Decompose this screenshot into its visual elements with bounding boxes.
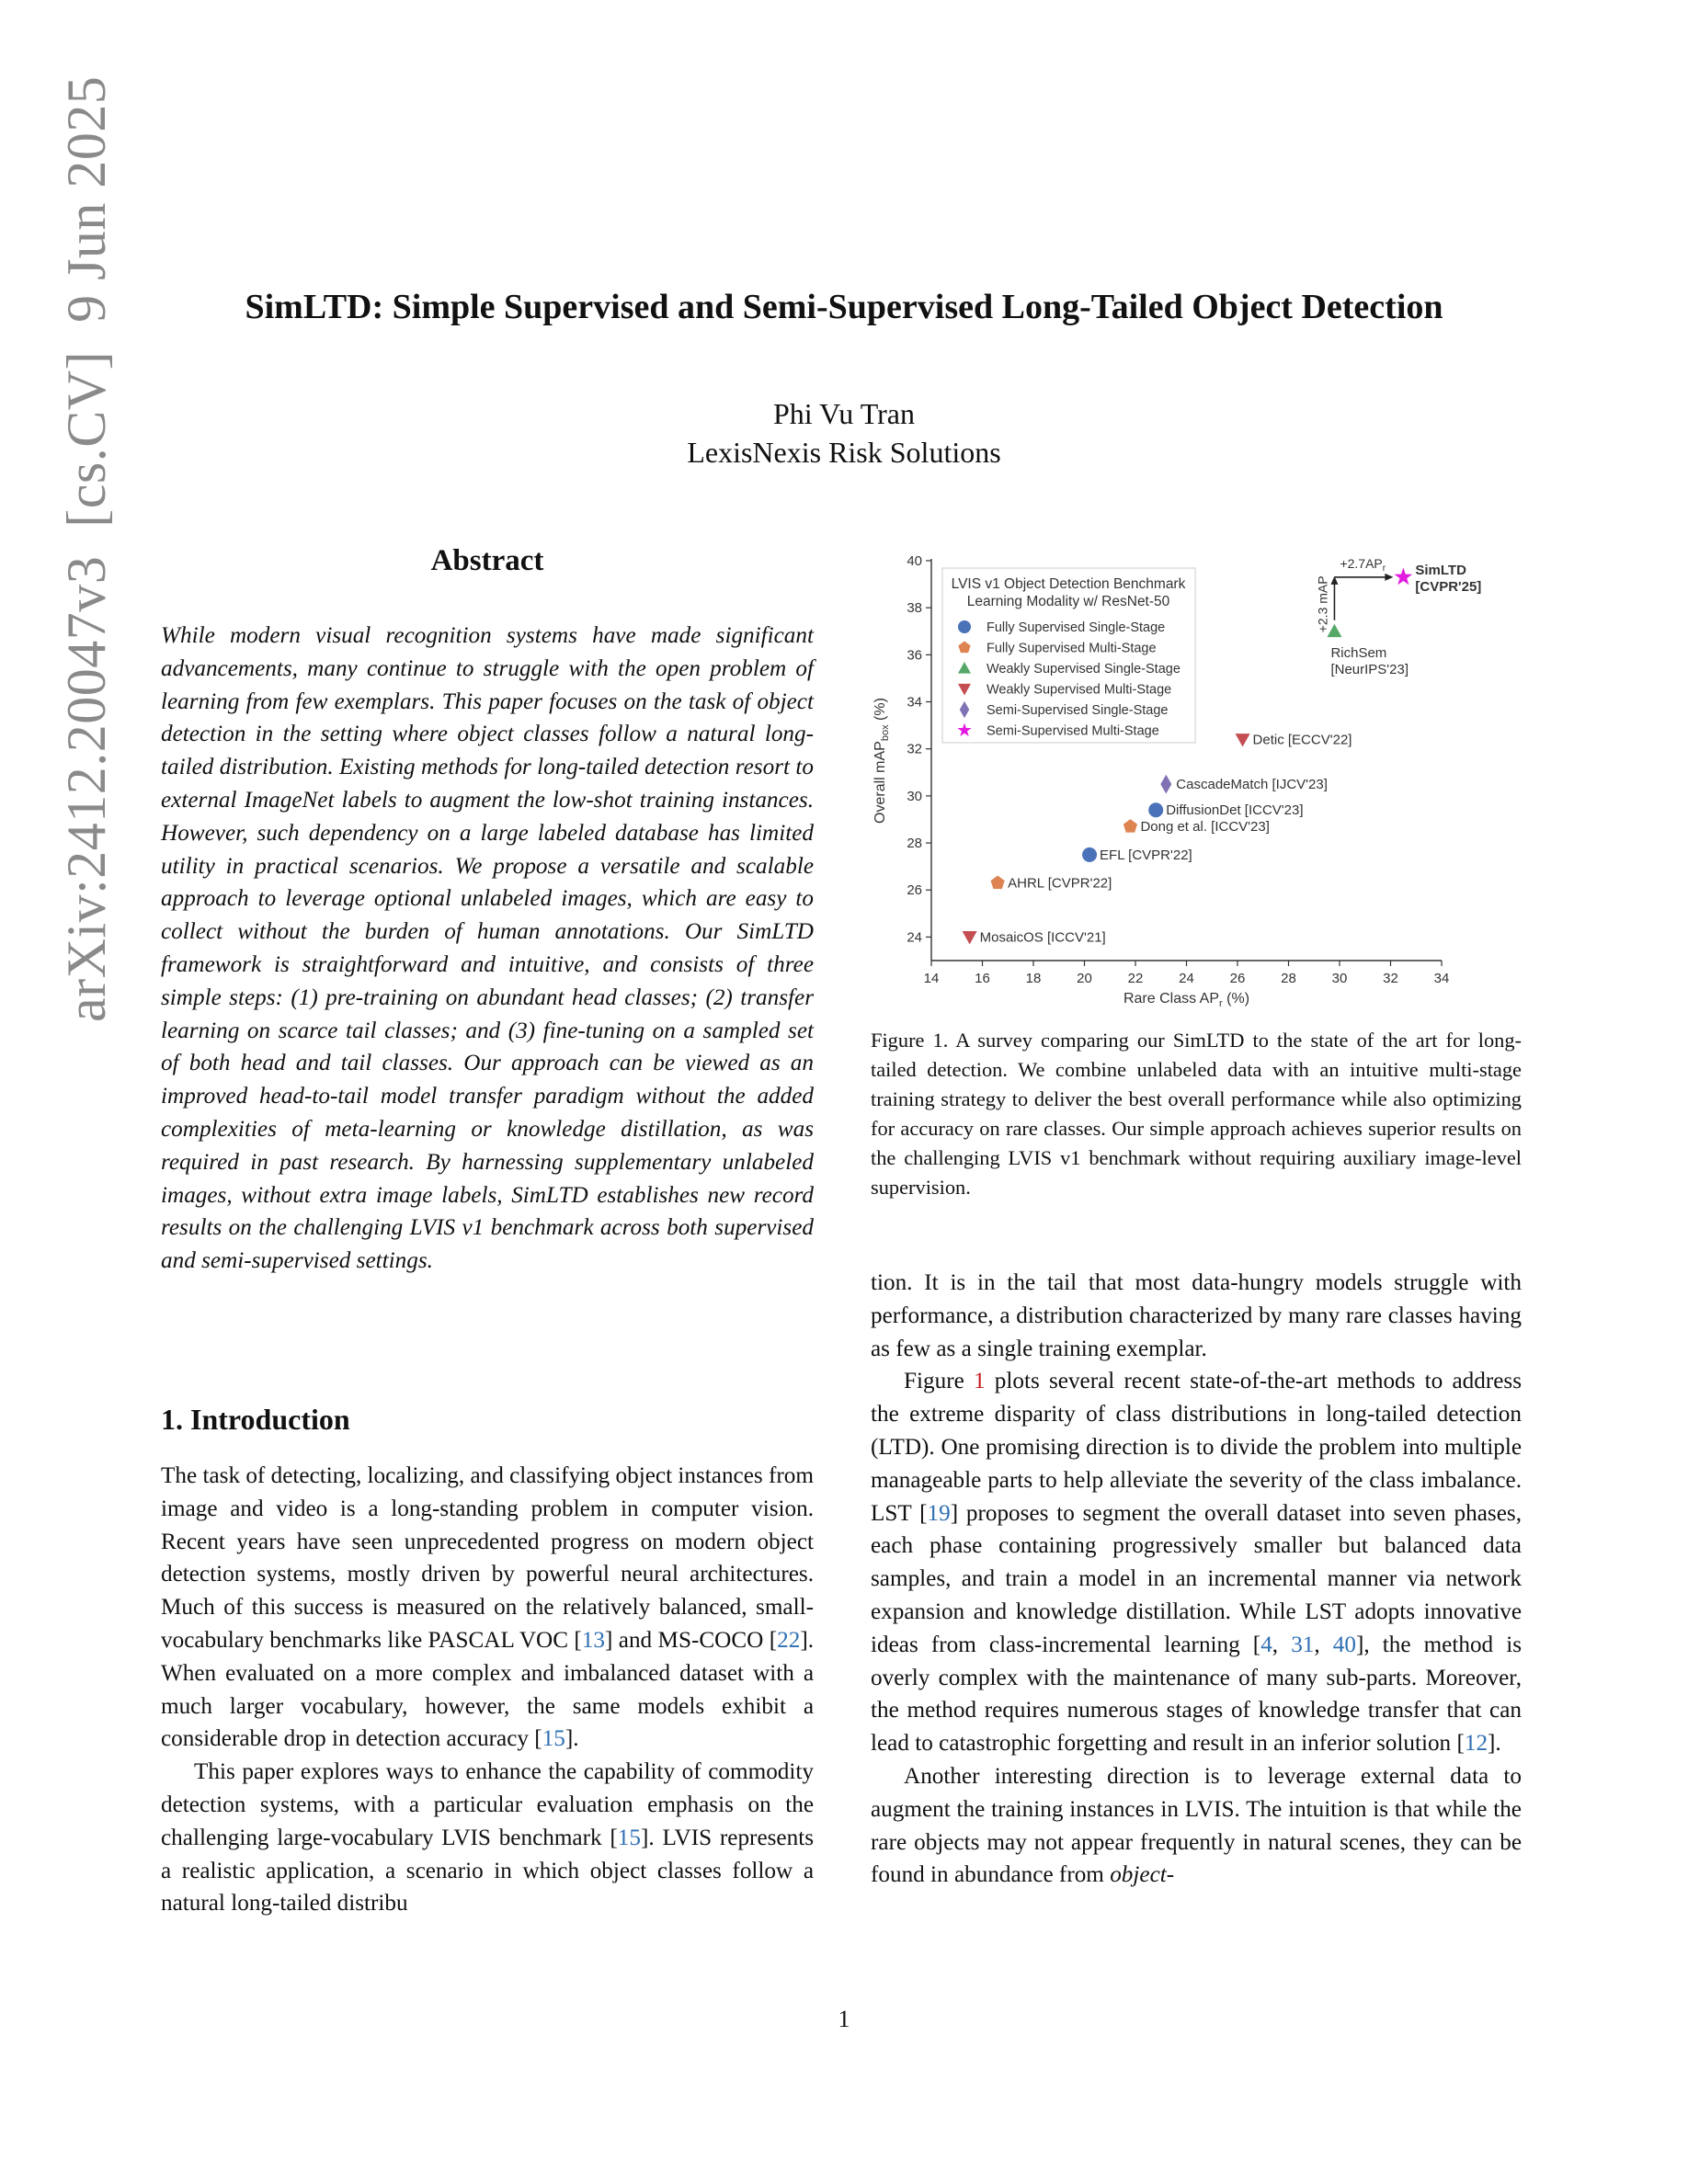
legend-entry: Semi-Supervised Single-Stage bbox=[987, 703, 1169, 718]
left-column-body bbox=[161, 1460, 814, 1920]
y-tick-label: 40 bbox=[907, 553, 922, 569]
apr-gain-arrowhead bbox=[1385, 574, 1393, 581]
text-run-italic: object- bbox=[1110, 1862, 1175, 1888]
citation-link[interactable]: 31 bbox=[1291, 1632, 1315, 1657]
y-axis-label: Overall mAP$_{box}$ (%) bbox=[873, 698, 891, 824]
citation-link[interactable]: 12 bbox=[1464, 1731, 1488, 1757]
text-run: ], the method is overly complex with the maintenance of many sub-parts. Moreover, the method requires numerous stages of knowledge transfer that can lead to catastrophic forgetting and result in an inferior solution [ bbox=[871, 1632, 1523, 1757]
text-run: ]. bbox=[1488, 1731, 1501, 1757]
data-point bbox=[1148, 802, 1163, 817]
citation-link[interactable]: 15 bbox=[617, 1825, 641, 1850]
right-column-body bbox=[871, 1267, 1522, 1892]
text-run: Figure bbox=[904, 1369, 974, 1394]
arxiv-side-label: arXiv:2412.20047v3 [cs.CV] 9 Jun 2025 bbox=[56, 75, 117, 1022]
citation-link[interactable]: 15 bbox=[542, 1726, 565, 1752]
intro-paragraph-4 bbox=[871, 1365, 1522, 1760]
data-label: [NeurIPS'23] bbox=[1330, 661, 1409, 677]
figure-1-caption: Figure 1. A survey comparing our SimLTD to the state of the art for long-tailed detection. We combine unlabeled data with an intuitive multi-stage training strategy to deliver the best overall performance while also optimizing for accuracy on rare classes. Our simple approach achieves superior results on the challenging LVIS v1 benchmark without requiring auxiliary image-level supervision. bbox=[871, 1029, 1522, 1199]
introduction-heading: 1. Introduction bbox=[161, 1403, 350, 1436]
figure-reference-link[interactable]: 1 bbox=[973, 1369, 986, 1394]
text-run: ]. When evaluated on a more complex and imbalanced dataset with a much larger vocabulary, however, the same models exhibit a considerable drop in detection accuracy [ bbox=[161, 1627, 814, 1752]
data-label: Dong et al. [ICCV'23] bbox=[1140, 819, 1270, 836]
author-name: Phi Vu Tran bbox=[773, 397, 915, 430]
data-label: SimLTD bbox=[1415, 562, 1466, 578]
abstract-heading: Abstract bbox=[430, 544, 544, 577]
text-run: ]. LVIS represents a realistic application, a scenario in which object classes follow a natural long-tailed distribu bbox=[161, 1825, 814, 1917]
y-tick-label: 38 bbox=[907, 600, 922, 617]
legend-marker bbox=[958, 620, 971, 633]
data-label: EFL [CVPR'22] bbox=[1100, 847, 1192, 863]
x-tick-label: 24 bbox=[1179, 971, 1194, 986]
abstract-text: While modern visual recognition systems have made significant advancements, many continue to struggle with the open problem of learning from few exemplars. This paper focuses on the task of object detection in the setting where object classes follow a natural long-tailed distribution. Existing methods for long-tailed detection resort to external ImageNet labels to augment the low-shot training instances. However, such dependency on a large labeled database has limited utility in practical scenarios. We propose a versatile and scalable approach to leverage optional unlabeled images, which are easy to collect without the burden of human annotations. Our SimLTD framework is straightforward and intuitive, and consists of three simple steps: (1) pre-training on abundant head classes; (2) transfer learning on scarce tail classes; and (3) fine-tuning on a sampled set of both head and tail classes. Our approach can be viewed as an improved head-to-tail model transfer paradigm without the added complexities of meta-learning or knowledge distillation, as was required in past research. By harnessing supplementary unlabeled images, without extra image labels, SimLTD establishes new record results on the challenging LVIS v1 benchmark across both supervised and semi-supervised settings. bbox=[161, 623, 814, 1274]
legend-entry: Semi-Supervised Multi-Stage bbox=[987, 723, 1159, 739]
text-run: , bbox=[1272, 1632, 1292, 1657]
x-tick-label: 26 bbox=[1229, 971, 1246, 986]
x-tick-label: 32 bbox=[1383, 971, 1398, 986]
intro-paragraph-2 bbox=[161, 1756, 814, 1920]
intro-paragraph-5 bbox=[871, 1760, 1522, 1892]
data-point bbox=[991, 876, 1005, 889]
data-label: AHRL [CVPR'22] bbox=[1008, 875, 1112, 892]
y-tick-label: 24 bbox=[907, 929, 922, 946]
y-tick-label: 32 bbox=[907, 741, 922, 757]
legend-title: LVIS v1 Object Detection Benchmark bbox=[951, 576, 1186, 592]
page-number: 1 bbox=[838, 2006, 850, 2032]
figure-1-chart bbox=[864, 542, 1526, 1009]
map-gain-label: +2.3 mAP bbox=[1315, 575, 1330, 633]
legend-entry: Fully Supervised Single-Stage bbox=[987, 620, 1166, 635]
x-tick-label: 28 bbox=[1281, 971, 1296, 986]
text-run: Another interesting direction is to leverage external data to augment the training instances in LVIS. The intuition is that while the rare objects may not appear frequently in natural scenes, they can be found in abundance from bbox=[871, 1763, 1522, 1888]
data-point bbox=[1160, 775, 1171, 794]
x-tick-label: 16 bbox=[975, 971, 990, 986]
y-tick-label: 36 bbox=[907, 647, 922, 664]
data-label: RichSem bbox=[1330, 644, 1387, 661]
citation-link[interactable]: 4 bbox=[1260, 1632, 1272, 1657]
legend-subtitle: Learning Modality w/ ResNet-50 bbox=[966, 594, 1170, 609]
text-run: ] proposes to segment the overall dataset into seven phases, each phase containing progressively smaller but balanced data samples, and train a model in an incremental manner via network expansion and knowledge distillation. While LST adopts innovative ideas from class-incremental learning [ bbox=[871, 1500, 1522, 1657]
x-tick-label: 14 bbox=[923, 971, 940, 986]
x-tick-label: 30 bbox=[1331, 971, 1348, 986]
author-affiliation: LexisNexis Risk Solutions bbox=[687, 436, 1001, 469]
citation-link[interactable]: 13 bbox=[581, 1627, 605, 1653]
data-label: CascadeMatch [IJCV'23] bbox=[1176, 777, 1328, 793]
data-label: [CVPR'25] bbox=[1415, 578, 1482, 595]
legend-entry: Fully Supervised Multi-Stage bbox=[987, 641, 1157, 656]
data-label: Detic [ECCV'22] bbox=[1252, 732, 1352, 748]
text-run: This paper explores ways to enhance the capability of commodity detection systems, with a particular evaluation emphasis on the challenging large-vocabulary LVIS benchmark [ bbox=[161, 1759, 814, 1850]
text-run: ] and MS-COCO [ bbox=[605, 1627, 778, 1653]
x-axis-label: Rare Class $AP_r$ (%) bbox=[1123, 991, 1250, 1009]
data-point bbox=[1395, 568, 1413, 586]
y-tick-label: 28 bbox=[907, 836, 922, 852]
y-tick-label: 26 bbox=[907, 882, 922, 899]
data-point bbox=[1236, 734, 1250, 746]
x-tick-label: 18 bbox=[1025, 971, 1042, 986]
data-label: DiffusionDet [ICCV'23] bbox=[1166, 802, 1304, 819]
text-run: , bbox=[1314, 1632, 1333, 1657]
x-tick-label: 20 bbox=[1077, 971, 1092, 986]
data-point bbox=[963, 931, 977, 944]
intro-paragraph-3: tion. It is in the tail that most data-hungry models struggle with performance, a distribution characterized by many rare classes having as few as a single training exemplar. bbox=[871, 1270, 1522, 1361]
y-tick-label: 30 bbox=[907, 788, 922, 804]
legend-entry: Weakly Supervised Single-Stage bbox=[987, 662, 1180, 677]
text-run: plots several recent state-of-the-art methods to address the extreme disparity of class distributions in long-tailed detection (LTD). One promising direction is to divide the problem into multiple manageable parts to help alleviate the severity of the class imbalance. LST [ bbox=[871, 1369, 1522, 1526]
apr-gain-label: $+2.7AP_r$ bbox=[1340, 555, 1386, 574]
x-tick-label: 34 bbox=[1433, 971, 1450, 986]
citation-link[interactable]: 22 bbox=[777, 1627, 801, 1653]
data-point bbox=[1082, 847, 1097, 862]
x-tick-label: 22 bbox=[1127, 971, 1144, 986]
data-point bbox=[1123, 819, 1137, 832]
intro-paragraph-1 bbox=[161, 1460, 814, 1756]
text-run: The task of detecting, localizing, and classifying object instances from image and video is a long-standing problem in computer vision. Recent years have seen unprecedented progress on modern object detection systems, mostly driven by powerful neural architectures. Much of this success is measured on the relatively balanced, small-vocabulary benchmarks like PASCAL VOC [ bbox=[161, 1463, 814, 1653]
paper-title: SimLTD: Simple Supervised and Semi-Supervised Long-Tailed Object Detection bbox=[245, 288, 1443, 326]
text-run: ]. bbox=[565, 1726, 579, 1752]
legend-entry: Weakly Supervised Multi-Stage bbox=[987, 682, 1172, 698]
y-tick-label: 34 bbox=[907, 694, 922, 711]
citation-link[interactable]: 40 bbox=[1332, 1632, 1356, 1657]
citation-link[interactable]: 19 bbox=[927, 1500, 951, 1526]
data-label: MosaicOS [ICCV'21] bbox=[979, 929, 1106, 946]
